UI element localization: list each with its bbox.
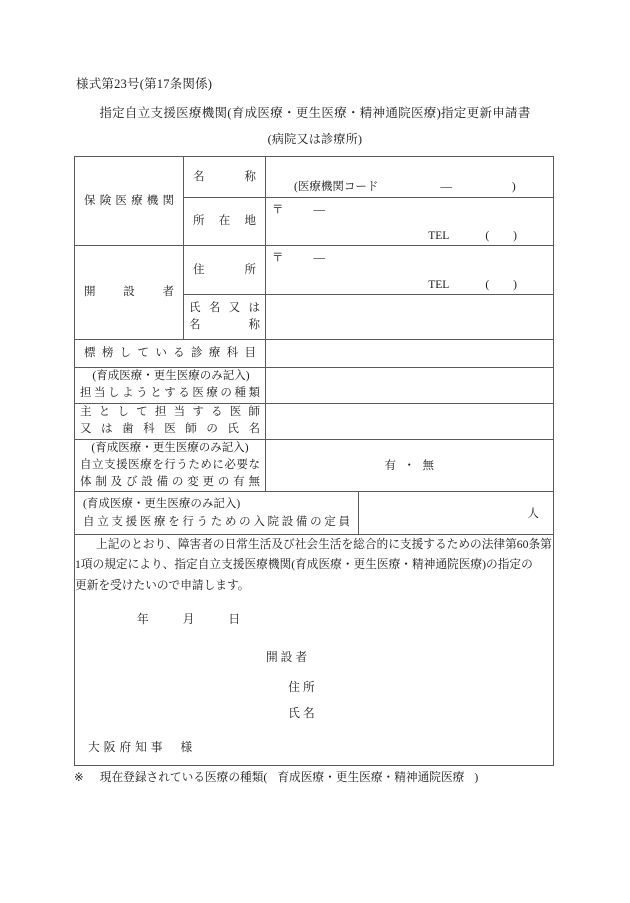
postal-mark-icon: 〒 xyxy=(272,252,284,264)
table-row-statement xyxy=(75,535,554,765)
field-founder-address[interactable] xyxy=(266,246,554,295)
table-row-founder-address xyxy=(75,246,554,295)
label-facility-change-note: (育成医療・更生医療のみ記入) xyxy=(91,441,249,454)
label-founder xyxy=(75,246,184,340)
medical-institution-code-dash: — xyxy=(440,181,452,193)
date-year-label: 年 xyxy=(137,612,149,626)
form-number: 様式第23号(第17条関係) xyxy=(76,77,213,91)
label-institution-name xyxy=(184,157,266,198)
medical-institution-code-label: (医療機関コード xyxy=(294,181,379,193)
label-institution-name-text: 名称 xyxy=(193,170,256,183)
statement-line-3: 更新を受けたいので申請します。 xyxy=(75,578,250,592)
label-facility-change xyxy=(75,439,266,492)
medical-institution-code-close: ) xyxy=(511,181,516,193)
field-capacity[interactable] xyxy=(359,492,554,535)
postal-dash: — xyxy=(313,252,325,264)
footnote-close: ) xyxy=(474,771,479,784)
field-care-type[interactable] xyxy=(266,368,554,404)
page-title: 指定自立支援医療機関(育成医療・更生医療・精神通院医療)指定更新申請書 xyxy=(99,106,531,120)
field-institution-name[interactable] xyxy=(266,157,554,198)
label-facility-change-line2: 自立支援医療を行うために必要な xyxy=(80,458,260,471)
label-institution-location xyxy=(184,198,266,246)
addressee-line xyxy=(88,739,553,755)
label-founder-text: 開設者 xyxy=(84,286,174,299)
tel-label: TEL xyxy=(428,279,450,291)
table-row-facility-change xyxy=(75,439,554,492)
application-form-table xyxy=(74,156,554,766)
date-month-label: 月 xyxy=(182,612,195,626)
label-doctor-name-line1: 主として担当する医師 xyxy=(80,405,260,418)
signature-founder-title: 開設者 xyxy=(265,650,311,664)
label-founder-name-line2: 名称 xyxy=(189,319,260,331)
table-row-capacity xyxy=(75,492,554,535)
postal-dash: — xyxy=(313,204,325,216)
field-doctor-name[interactable] xyxy=(266,403,554,439)
founder-tel-line xyxy=(428,279,517,291)
founder-postal-line xyxy=(272,249,325,265)
postal-mark-icon: 〒 xyxy=(272,204,284,216)
field-departments[interactable] xyxy=(266,340,554,368)
footnote xyxy=(74,769,478,785)
footnote-types: 育成医療・更生医療・精神通院医療 xyxy=(277,771,465,784)
label-institution-location-text: 所在地 xyxy=(193,215,256,228)
signature-address-label[interactable]: 住所 xyxy=(288,680,318,694)
label-care-type-text: 担当しようとする医療の種類 xyxy=(80,387,260,400)
option-no[interactable]: 無 xyxy=(422,460,435,473)
table-row-departments xyxy=(75,340,554,368)
label-insurer-institution-text: 保険医療機関 xyxy=(84,194,174,207)
facility-change-options[interactable] xyxy=(266,457,553,473)
capacity-unit: 人 xyxy=(527,508,539,521)
statement-line-1: 上記のとおり、障害者の日常生活及び社会生活を総合的に支援するための法律第60条第 xyxy=(96,538,552,552)
label-departments-text: 標榜している診療科目 xyxy=(84,347,256,360)
date-day-label: 日 xyxy=(228,612,241,626)
table-row-doctor-name xyxy=(75,403,554,439)
page-subtitle: (病院又は診療所) xyxy=(267,132,363,146)
statement-block xyxy=(75,535,554,765)
label-doctor-name xyxy=(75,403,266,439)
field-founder-name[interactable] xyxy=(266,295,554,340)
field-facility-change[interactable] xyxy=(266,439,554,492)
label-insurer-institution xyxy=(75,157,184,246)
label-facility-change-line3: 体制及び設備の変更の有無 xyxy=(80,476,260,488)
label-capacity-text: 自立支援医療を行うための入院設備の定員 xyxy=(83,515,350,528)
table-row-care-type xyxy=(75,368,554,404)
signature-name-label[interactable]: 氏名 xyxy=(288,706,318,720)
addressee-honorific: 様 xyxy=(180,740,193,754)
label-capacity xyxy=(75,492,359,535)
label-founder-address xyxy=(184,246,266,295)
tel-paren-open: ( xyxy=(485,230,490,242)
option-separator: ・ xyxy=(403,460,416,473)
label-founder-address-text: 住所 xyxy=(193,263,256,276)
label-care-type xyxy=(75,368,266,404)
statement-line-2: 1項の規定により、指定自立支援医療機関(育成医療・更生医療・精神通院医療)の指定の xyxy=(75,558,533,572)
tel-paren-close: ) xyxy=(513,279,517,291)
tel-paren-close: ) xyxy=(513,230,517,242)
medical-institution-code-line xyxy=(294,178,516,194)
table-row-institution-name xyxy=(75,157,554,198)
option-yes[interactable]: 有 xyxy=(384,460,397,473)
label-doctor-name-line2: 又は歯科医師の氏名 xyxy=(80,423,260,435)
label-departments xyxy=(75,340,266,368)
institution-tel-line xyxy=(428,230,517,242)
label-care-type-note: (育成医療・更生医療のみ記入) xyxy=(92,370,250,382)
addressee-name: 大阪府知事 xyxy=(88,740,167,754)
institution-postal-line xyxy=(272,201,325,217)
date-line[interactable] xyxy=(137,611,553,627)
footnote-text: 現在登録されている医療の種類( xyxy=(99,771,268,784)
field-institution-location[interactable] xyxy=(266,198,554,246)
tel-paren-open: ( xyxy=(485,279,490,291)
label-founder-name-line1: 氏名又は xyxy=(189,301,260,314)
label-capacity-note: (育成医療・更生医療のみ記入) xyxy=(83,497,241,510)
footnote-mark-icon: ※ xyxy=(74,771,84,784)
label-founder-name xyxy=(184,295,266,340)
tel-label: TEL xyxy=(428,230,450,242)
